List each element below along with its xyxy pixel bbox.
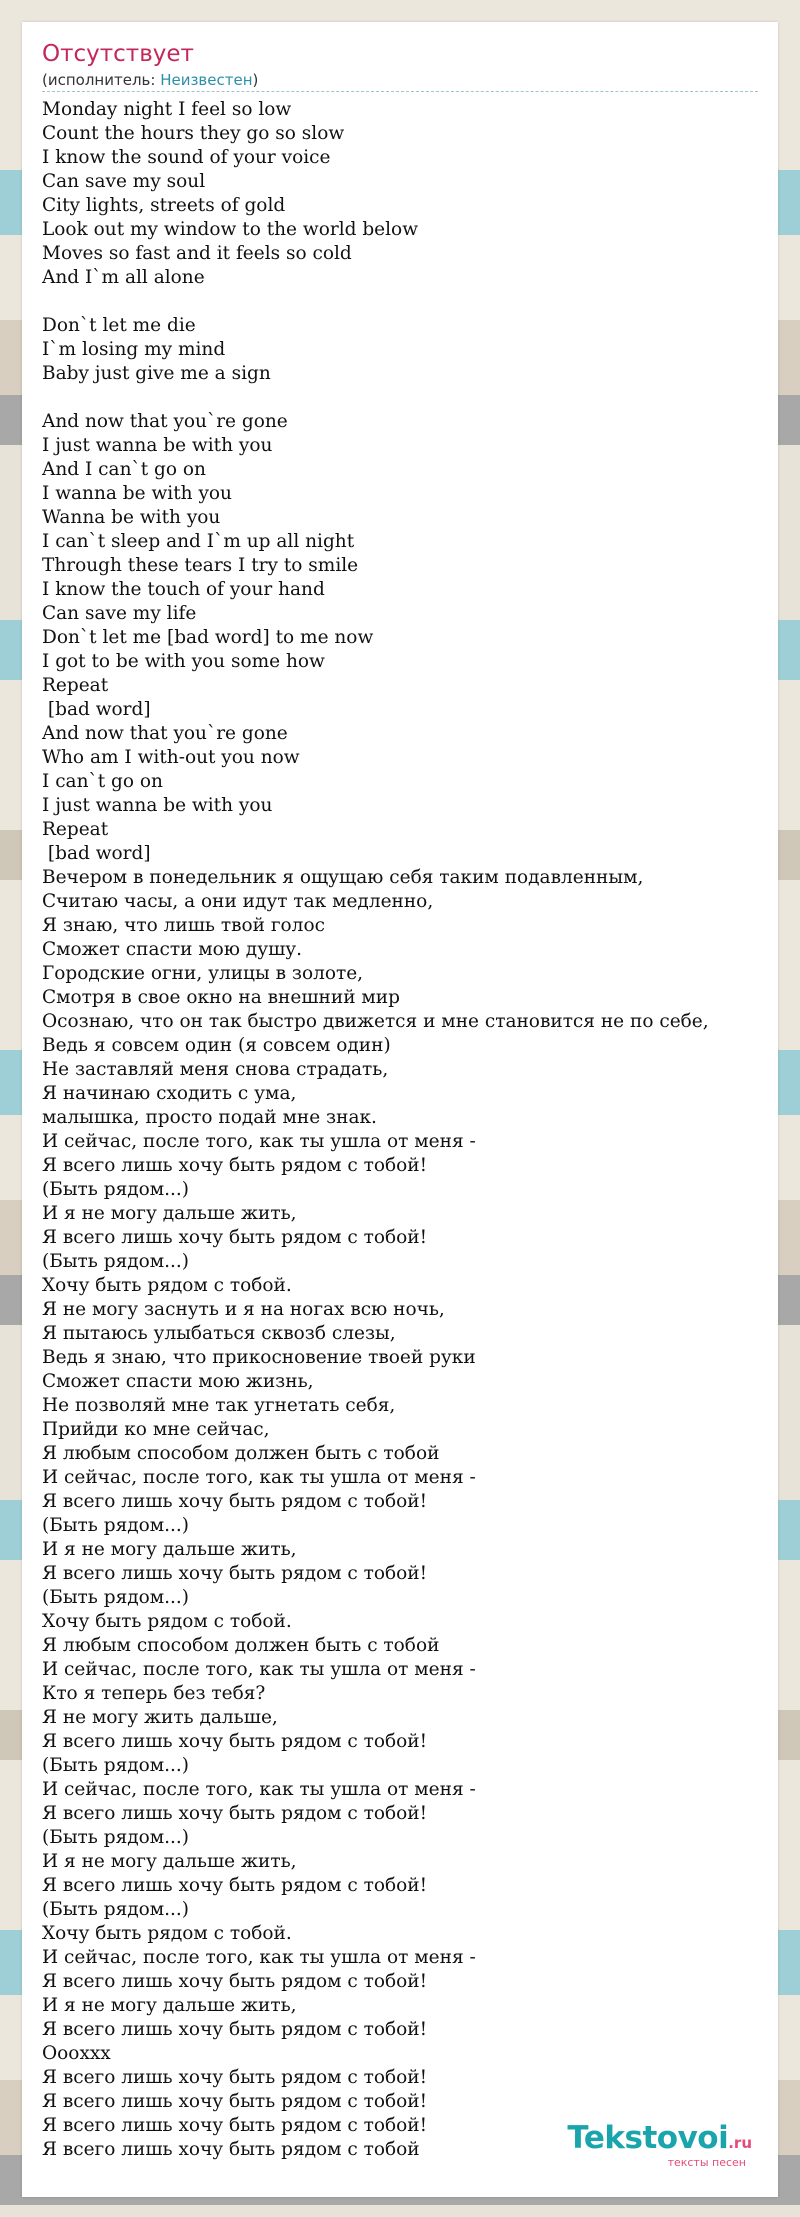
- site-logo[interactable]: [567, 2121, 752, 2169]
- song-title: Отсутствует: [42, 41, 194, 67]
- lyrics-text: Monday night I feel so low Count the hours they go so slow I know the sound of your voice Can save my soul City lights, streets of gold Look out my window to the world below Moves so fast and it feels so cold And I`m all alone Don`t let me die I`m losing my mind Baby just give me a sign And now that you`re gone I just wanna be with you And I can`t go on I wanna be with you Wanna be with you I can`t sleep and I`m up all night Through these tears I try to smile I know the touch of your hand Can save my life Don`t let me [bad word] to me now I got to be with you some how Repeat [bad word] And now that you`re gone Who am I with-out you now I can`t go on I just wanna be with you Repeat [bad word] Вечером в понедельник я ощущаю себя таким подавленным, Считаю часы, а они идут так медленно, Я знаю, что лишь твой голос Сможет спасти мою душу. Городские огни, улицы в золоте, Смотря в свое окно на внешний мир Осознаю, что он так быстро движется и мне становится не по себе, Ведь я совсем один (я совсем один) Не заставляй меня снова страдать, Я начинаю сходить с ума, малышка, просто подай мне знак. И сейчас, после того, как ты ушла от меня - Я всего лишь хочу быть рядом с тобой! (Быть рядом...) И я не могу дальше жить, Я всего лишь хочу быть рядом с тобой! (Быть рядом...) Хочу быть рядом с тобой. Я не могу заснуть и я на ногах всю ночь, Я пытаюсь улыбаться сквозб слезы, Ведь я знаю, что прикосновение твоей руки Сможет спасти мою жизнь, Не позволяй мне так угнетать себя, Прийди ко мне сейчас, Я любым способом должен быть с тобой И сейчас, после того, как ты ушла от меня - Я всего лишь хочу быть рядом с тобой! (Быть рядом...) И я не могу дальше жить, Я всего лишь хочу быть рядом с тобой! (Быть рядом...) Хочу быть рядом с тобой. Я любым способом должен быть с тобой И сейчас, после того, как ты ушла от меня - Кто я теперь без тебя? Я не могу жить дальше, Я всего лишь хочу быть рядом с тобой! (Быть рядом...) И сейчас, после того, как ты ушла от меня - Я всего лишь хочу быть рядом с тобой! (Быть рядом...) И я не могу дальше жить, Я всего лишь хочу быть рядом с тобой! (Быть рядом...) Хочу быть рядом с тобой. И сейчас, после того, как ты ушла от меня - Я всего лишь хочу быть рядом с тобой! И я не могу дальше жить, Я всего лишь хочу быть рядом с тобой! Оооххх Я всего лишь хочу быть рядом с тобой! Я всего лишь хочу быть рядом с тобой! Я всего лишь хочу быть рядом с тобой! Я всего лишь хочу быть рядом с тобой: [42, 99, 709, 2160]
- logo-tagline: тексты песен: [667, 2156, 746, 2169]
- artist-link[interactable]: Неизвестен: [160, 71, 253, 89]
- artist-line: [42, 70, 758, 92]
- lyrics-card: [22, 22, 778, 2197]
- logo-wordmark: [567, 2121, 752, 2160]
- artist-suffix: ): [252, 71, 259, 89]
- logo-tld: .ru: [728, 2134, 752, 2152]
- artist-prefix: (исполнитель:: [42, 71, 161, 89]
- logo-name: Tekstovoi: [567, 2120, 729, 2156]
